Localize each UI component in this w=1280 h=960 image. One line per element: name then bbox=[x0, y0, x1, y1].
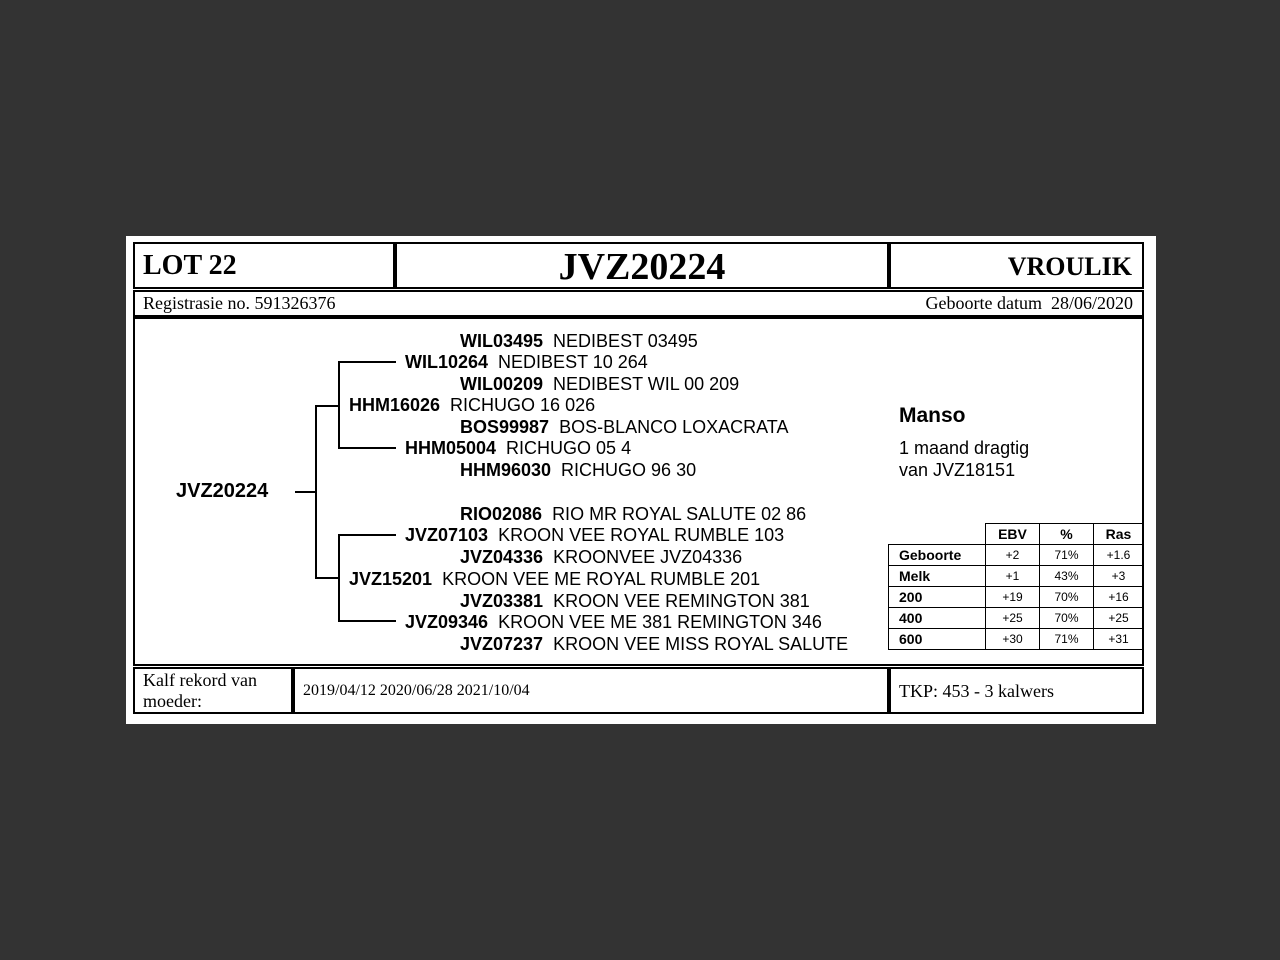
ebv-accuracy: 70% bbox=[1040, 587, 1094, 608]
ebv-value: +1 bbox=[986, 566, 1040, 587]
ped-sire: HHM16026 RICHUGO 16 026 bbox=[349, 395, 596, 415]
ebv-row-label: 600 bbox=[889, 629, 986, 650]
ped-dam-sire: JVZ07103 KROON VEE ROYAL RUMBLE 103 bbox=[405, 525, 785, 545]
ped-dam-dam: JVZ09346 KROON VEE ME 381 REMINGTON 346 bbox=[405, 612, 822, 632]
ebv-breed-avg: +25 bbox=[1094, 608, 1144, 629]
ebv-accuracy: 71% bbox=[1040, 629, 1094, 650]
ebv-breed-avg: +3 bbox=[1094, 566, 1144, 587]
table-row bbox=[889, 566, 1144, 587]
ped-sire-sire-dam: WIL00209 NEDIBEST WIL 00 209 bbox=[460, 374, 740, 394]
sire-vertical bbox=[338, 361, 340, 449]
ped-dam-dam-dam: JVZ07237 KROON VEE MISS ROYAL SALUTE bbox=[460, 634, 849, 654]
dam-sire-line bbox=[338, 534, 396, 536]
sex-label: VROULIK bbox=[1007, 252, 1132, 281]
ebv-row-label: 400 bbox=[889, 608, 986, 629]
ped-dam-sire-dam: JVZ04336 KROONVEE JVZ04336 bbox=[460, 547, 743, 567]
pregnancy-sire: van JVZ18151 bbox=[899, 460, 1016, 480]
ebv-row-label: Geboorte bbox=[889, 545, 986, 566]
ebv-corner bbox=[889, 524, 986, 545]
ped-sire-sire: WIL10264 NEDIBEST 10 264 bbox=[405, 352, 648, 372]
registration-number: Registrasie no. 591326376 bbox=[143, 293, 336, 313]
sire-sire-line bbox=[338, 361, 396, 363]
birth-date: Geboorte datum 28/06/2020 bbox=[925, 293, 1133, 313]
ebv-col-ebv: EBV bbox=[986, 524, 1040, 545]
table-row bbox=[889, 545, 1144, 566]
sire-dam-line bbox=[338, 447, 396, 449]
ebv-accuracy: 71% bbox=[1040, 545, 1094, 566]
table-row bbox=[889, 608, 1144, 629]
table-row bbox=[889, 629, 1144, 650]
pregnancy-status: 1 maand dragtig bbox=[899, 438, 1030, 458]
tkp-info: TKP: 453 - 3 kalwers bbox=[899, 681, 1054, 701]
lot-number: LOT 22 bbox=[143, 250, 237, 281]
ebv-value: +25 bbox=[986, 608, 1040, 629]
subject-id: JVZ20224 bbox=[176, 480, 269, 502]
ped-dam: JVZ15201 KROON VEE ME ROYAL RUMBLE 201 bbox=[349, 569, 761, 589]
ebv-value: +2 bbox=[986, 545, 1040, 566]
calf-dates: 2019/04/12 2020/06/28 2021/10/04 bbox=[303, 682, 530, 699]
table-row bbox=[889, 587, 1144, 608]
ebv-row-label: Melk bbox=[889, 566, 986, 587]
ped-sire-dam-sire: BOS99987 BOS-BLANCO LOXACRATA bbox=[460, 417, 789, 437]
dam-dam-line bbox=[338, 620, 396, 622]
ebv-table bbox=[888, 523, 1144, 650]
calf-label-line1: Kalf rekord van bbox=[143, 670, 257, 690]
ped-sire-sire-sire: WIL03495 NEDIBEST 03495 bbox=[460, 331, 698, 351]
ebv-header-row bbox=[889, 524, 1144, 545]
main-vertical bbox=[315, 405, 317, 579]
ped-dam-dam-sire: JVZ03381 KROON VEE REMINGTON 381 bbox=[460, 591, 810, 611]
ebv-breed-avg: +1.6 bbox=[1094, 545, 1144, 566]
ped-dam-sire-sire: RIO02086 RIO MR ROYAL SALUTE 02 86 bbox=[460, 504, 807, 524]
ebv-value: +19 bbox=[986, 587, 1040, 608]
ped-sire-dam: HHM05004 RICHUGO 05 4 bbox=[405, 438, 632, 458]
ebv-col-pct: % bbox=[1040, 524, 1094, 545]
subject-connector bbox=[295, 491, 317, 493]
ebv-breed-avg: +16 bbox=[1094, 587, 1144, 608]
ped-sire-dam-dam: HHM96030 RICHUGO 96 30 bbox=[460, 460, 697, 480]
ebv-accuracy: 43% bbox=[1040, 566, 1094, 587]
ebv-row-label: 200 bbox=[889, 587, 986, 608]
animal-name: Manso bbox=[899, 404, 966, 427]
calf-record-label bbox=[143, 670, 257, 712]
dam-vertical bbox=[338, 534, 340, 622]
ebv-accuracy: 70% bbox=[1040, 608, 1094, 629]
ebv-breed-avg: +31 bbox=[1094, 629, 1144, 650]
sire-stub bbox=[315, 405, 340, 407]
calf-label-line2: moeder: bbox=[143, 691, 202, 711]
ebv-col-ras: Ras bbox=[1094, 524, 1144, 545]
ebv-value: +30 bbox=[986, 629, 1040, 650]
animal-title: JVZ20224 bbox=[558, 246, 726, 288]
dam-stub bbox=[315, 577, 340, 579]
